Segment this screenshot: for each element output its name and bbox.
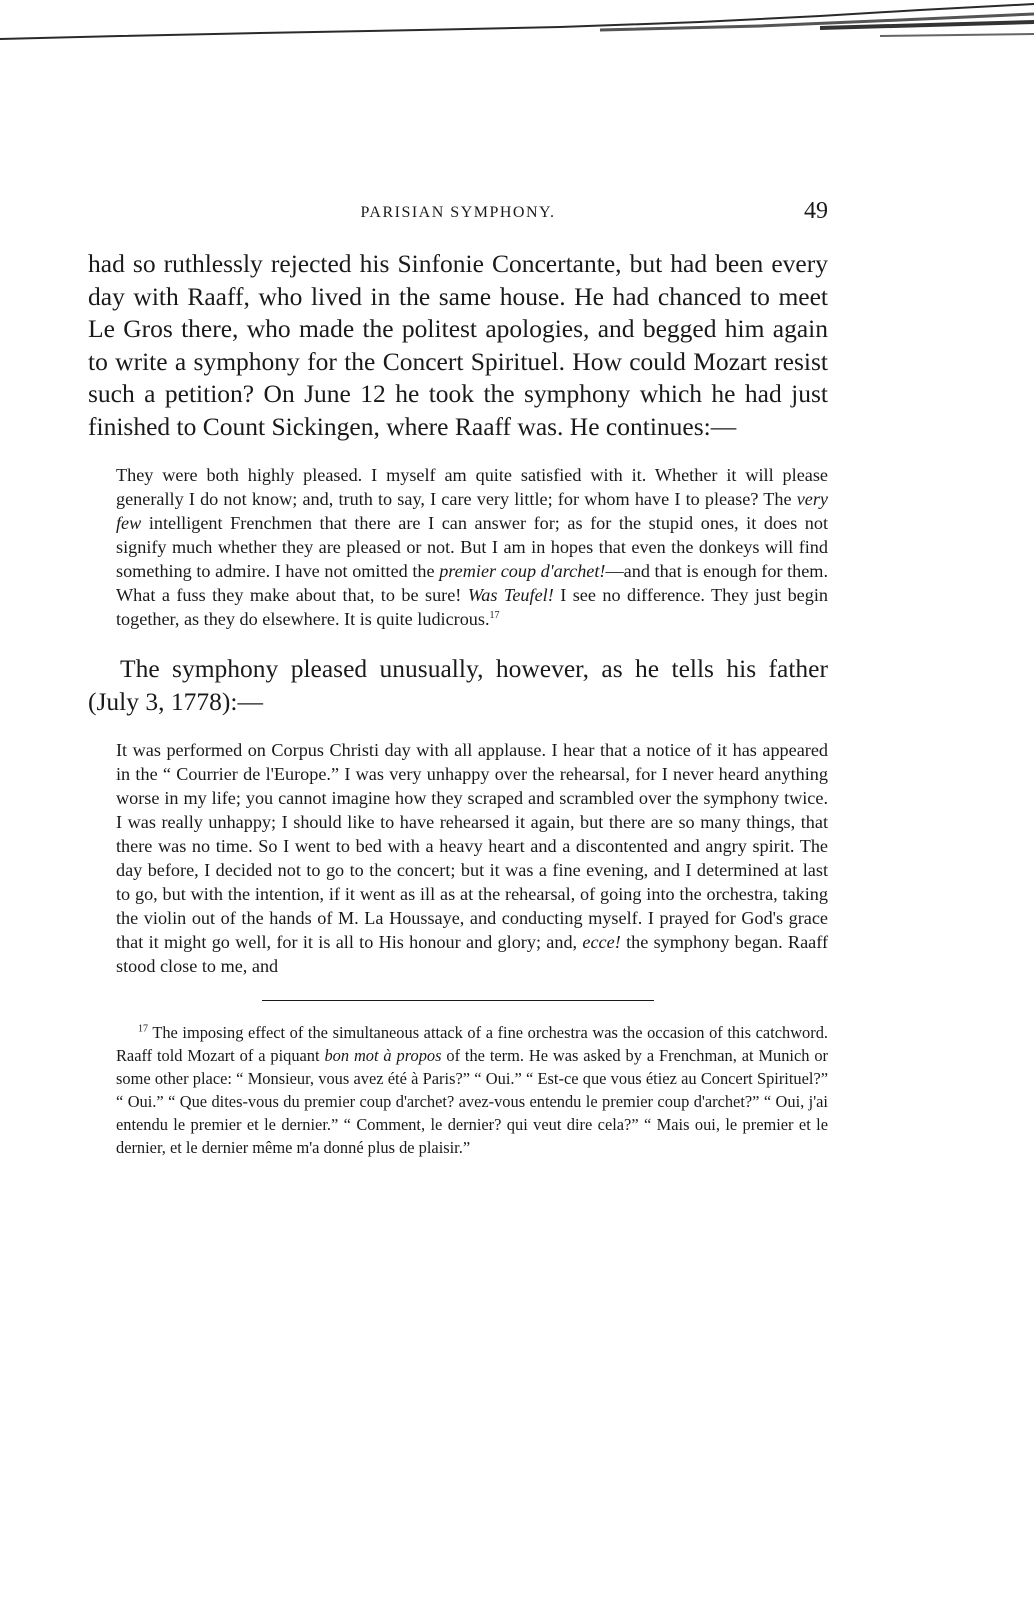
footnote-divider (262, 1000, 654, 1001)
footnote-reference[interactable]: 17 (489, 609, 500, 621)
footnote-segment: of the term. He was asked by a Frenchman, at Munich or some other place: “ Monsieur, vous avez été à Paris?” “ Oui.” “ Est-ce que vous étiez au Concert Spirituel?” “ Oui.” “ Que dites-vous du premier coup d'archet? avez-vous entendu le premier coup d'archet?” “ Oui, j'ai entendu le premier et le dernier.” “ Comment, le dernier? qui veut dire cela?” “ Mais oui, le premier et le dernier, et le dernier même m'a donné plus de plaisir.” (116, 1046, 829, 1157)
running-title: PARISIAN SYMPHONY. (360, 204, 556, 221)
footnote-text (116, 1021, 828, 1159)
quote-1-segment: I see no difference. They just begin together, as they do elsewhere. It is quite ludicrous. (116, 585, 828, 629)
book-page (88, 196, 828, 1159)
quote-1-italic: very few (116, 489, 828, 533)
quote-2-segment: the symphony began. Raaff stood close to me, and (116, 932, 828, 976)
scan-top-edge (0, 0, 1034, 40)
footnote-number: 17 (138, 1023, 148, 1035)
quote-1-segment: They were both highly pleased. I myself am quite satisfied with it. Whether it will please generally I do not know; and, truth to say, I care very little; for whom have I to please? The (116, 465, 828, 509)
letter-quote-1-text (116, 463, 828, 631)
quote-2-segment: It was performed on Corpus Christi day with all applause. I hear that a notice of it has appeared in the “ Courrier de l'Europe.” I was very unhappy over the rehearsal, for I never heard anything worse in my life; you cannot imagine how they scraped and scrambled over the symphony twice. I was really unhappy; I should like to have rehearsed it again, but there are so many things, that there was no time. So I went to bed with a heavy heart and a discontented and angry spirit. The day before, I decided not to go to the concert; but it was a fine evening, and I determined at last to go, but with the intention, if it went as ill as at the rehearsal, of going into the orchestra, taking the violin out of the hands of M. La Houssaye, and conducting myself. I prayed for God's grace that it might go well, for it is all to His honour and glory; and, (116, 740, 828, 952)
footnote (116, 1021, 828, 1159)
page-number: 49 (804, 198, 828, 224)
scan-noise-graphic (0, 0, 1034, 40)
footnote-segment: The imposing effect of the simultaneous attack of a fine orchestra was the occasion of this catchword. Raaff told Mozart of a piquant (116, 1023, 828, 1065)
quote-1-italic: premier coup d'archet! (439, 561, 606, 581)
letter-quote-2 (116, 738, 828, 978)
quote-2-italic: ecce! (582, 932, 621, 952)
letter-quote-1 (116, 463, 828, 631)
quote-1-segment: intelligent Frenchmen that there are I can answer for; as for the stupid ones, it does not signify much whether they are pleased or not. But I am in hopes that even the donkeys will find something to admire. I have not omitted the (116, 513, 828, 581)
quote-1-italic: Was Teufel! (467, 585, 554, 605)
running-head (88, 196, 828, 236)
footnote-italic: bon mot à propos (324, 1046, 442, 1065)
letter-quote-2-text (116, 738, 828, 978)
quote-1-segment: —and that is enough for them. What a fuss they make about that, to be sure! (116, 561, 828, 605)
body-paragraph-1: had so ruthlessly rejected his Sinfonie Concertante, but had been every day with Raaff, who lived in the same house. He had chanced to meet Le Gros there, who made the politest apologies, and begged him again to write a symphony for the Concert Spirituel. How could Mozart resist such a petition? On June 12 he took the symphony which he had just finished to Count Sickingen, where Raaff was. He continues:— (88, 249, 828, 441)
body-paragraph-2: The symphony pleased unusually, however, as he tells his father (July 3, 1778):— (88, 654, 828, 716)
